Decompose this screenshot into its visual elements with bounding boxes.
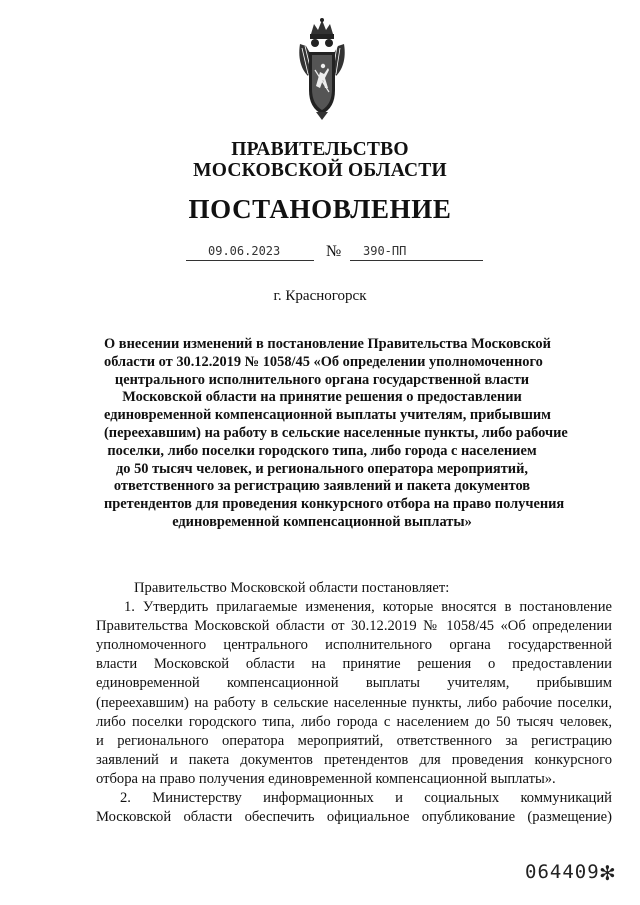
number-underline — [350, 260, 483, 261]
document-body — [96, 579, 612, 827]
body-line: отбора на право получения единовременной компенсационной выплаты». — [96, 770, 556, 787]
body-line: Московской области обеспечить официальное опубликование (размещение) — [96, 809, 612, 826]
body-line: единовременной компенсационной выплаты учителям, прибывшим — [96, 675, 612, 692]
document-date: 09.06.2023 — [208, 244, 281, 258]
body-line: и регионального оператора мероприятий, ответственного за регистрацию — [96, 732, 612, 749]
subject-line: поселки, либо поселки городского типа, либо города с населением — [107, 442, 537, 459]
subject-line: Московской области на принятие решения о предоставлении — [122, 389, 522, 406]
stamp-asterisk-icon: ✻ — [599, 861, 616, 885]
city-name: г. Красногорск — [273, 288, 367, 304]
subject-line: до 50 тысяч человек, и регионального оператора мероприятий, — [116, 460, 528, 477]
subject-line: (переехавшим) на работу в сельские населенные пункты, либо рабочие — [104, 424, 568, 441]
body-line: заявлений и пакета документов претендентов для проведения конкурсного — [96, 751, 612, 768]
subject-line: О внесении изменений в постановление Правительства Московской — [104, 336, 551, 352]
body-line: (переехавшим) на работу в сельские населенные пункты, либо рабочие поселки, — [96, 694, 612, 711]
subject-line: единовременной компенсационной выплаты учителям, прибывшим — [104, 407, 551, 424]
serial-stamp-number: 064409 — [525, 861, 600, 883]
document-number: 390-ПП — [363, 244, 407, 258]
organization-name-line2: МОСКОВСКОЙ ОБЛАСТИ — [193, 160, 447, 181]
body-line: уполномоченного центрального исполнительного органа государственной — [96, 637, 612, 654]
body-line: Правительство Московской области постановляет: — [134, 580, 450, 596]
body-line: Правительства Московской области от 30.12.2019 № 1058/45 «Об определении — [96, 618, 612, 635]
subject-line: единовременной компенсационной выплаты» — [172, 513, 472, 530]
subject-line: ответственного за регистрацию заявлений и пакета документов — [113, 478, 531, 495]
body-line: либо поселки городского типа, либо города с населением до 50 тысяч человек, — [96, 713, 612, 730]
date-number-line — [186, 242, 486, 266]
date-underline — [186, 260, 314, 261]
body-line: 2. Министерству информационных и социальных коммуникаций — [120, 790, 612, 807]
coat-of-arms-emblem — [296, 16, 348, 120]
organization-name-line1: ПРАВИТЕЛЬСТВО — [231, 139, 409, 160]
subject-line: области от 30.12.2019 № 1058/45 «Об определении уполномоченного — [104, 353, 543, 370]
body-line: власти Московской области на принятие решения о предоставлении — [96, 656, 612, 673]
document-type-title: ПОСТАНОВЛЕНИЕ — [188, 194, 452, 224]
number-sign: № — [326, 243, 342, 260]
subject-line: центрального исполнительного органа государственной власти — [114, 371, 530, 388]
body-line: 1. Утвердить прилагаемые изменения, которые вносятся в постановление — [124, 599, 612, 616]
subject-line: претендентов для проведения конкурсного отбора на право получения — [104, 496, 565, 513]
document-subject — [104, 336, 568, 532]
